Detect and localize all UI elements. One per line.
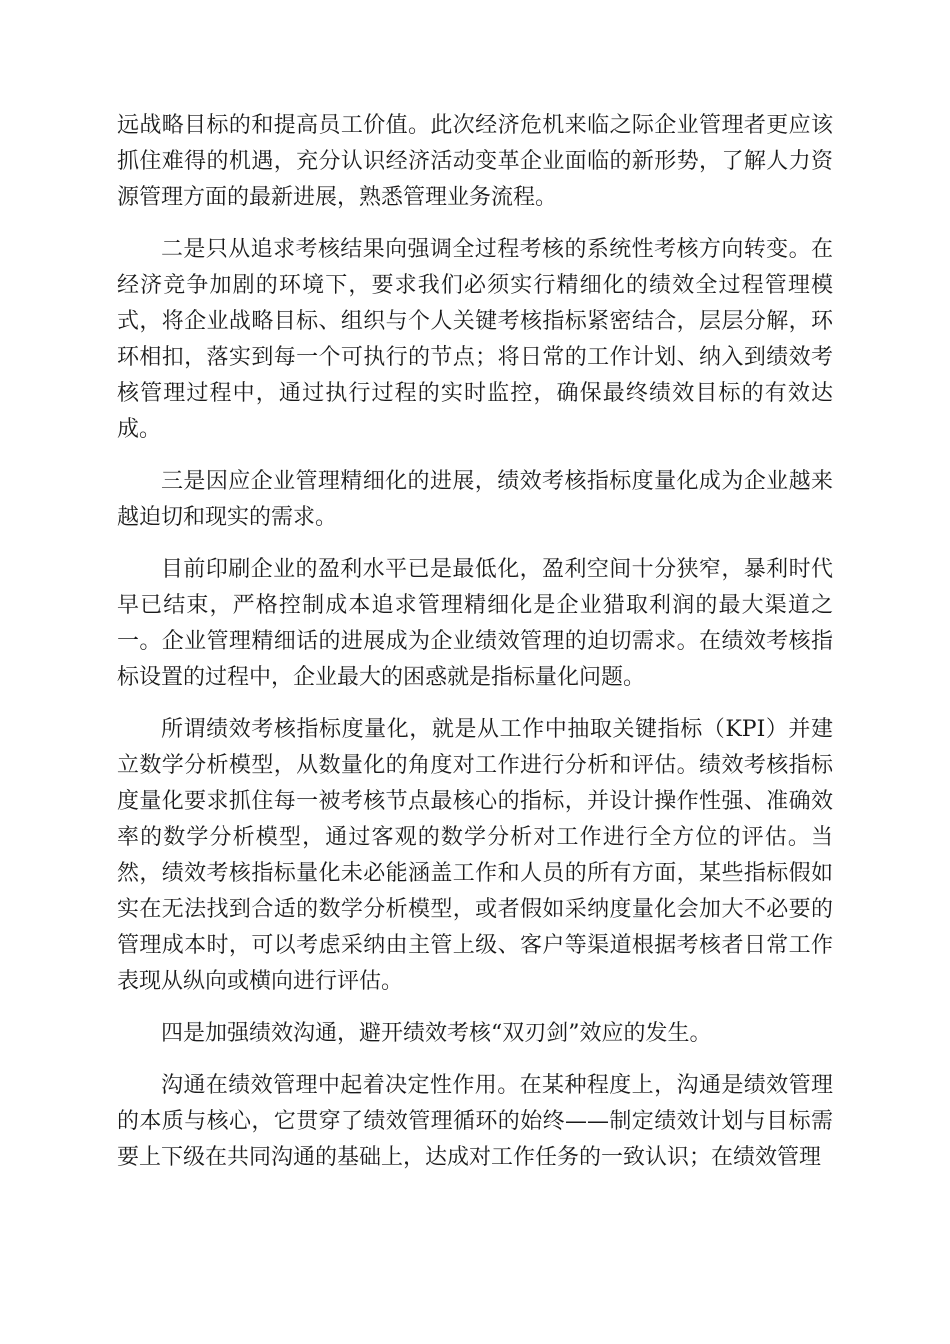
- paragraph-point-two: 二是只从追求考核结果向强调全过程考核的系统性考核方向转变。在经济竞争加剧的环境下，要求我们必须实行精细化的绩效全过程管理模式，将企业战略目标、组织与个人关键考核指标紧密结合，层层分解，环环相扣，落实到每一个可执行的节点；将日常的工作计划、纳入到绩效考核管理过程中，通过执行过程的实时监控，确保最终绩效目标的有效达成。: [117, 237, 833, 442]
- document-body: [117, 108, 833, 1192]
- paragraph-point-four: 四是加强绩效沟通，避开绩效考核“双刃剑”效应的发生。: [161, 1021, 712, 1046]
- paragraph-continuation: 远战略目标的和提高员工价值。此次经济危机来临之际企业管理者更应该抓住难得的机遇，充分认识经济活动变革企业面临的新形势，了解人力资源管理方面的最新进展，熟悉管理业务流程。: [117, 113, 833, 210]
- paragraph-kpi-quantification: 所谓绩效考核指标度量化，就是从工作中抽取关键指标（KPI）并建立数学分析模型，从数量化的角度对工作进行分析和评估。绩效考核指标度量化要求抓住每一被考核节点最核心的指标，并设计操作性强、准确效率的数学分析模型，通过客观的数学分析对工作进行全方位的评估。当然，绩效考核指标量化未必能涵盖工作和人员的所有方面，某些指标假如实在无法找到合适的数学分析模型，或者假如采纳度量化会加大不必要的管理成本时，可以考虑采纳由主管上级、客户等渠道根据考核者日常工作表现从纵向或横向进行评估。: [117, 717, 833, 994]
- paragraph-communication: 沟通在绩效管理中起着决定性作用。在某种程度上，沟通是绩效管理的本质与核心，它贯穿了绩效管理循环的始终——制定绩效计划与目标需要上下级在共同沟通的基础上，达成对工作任务的一致认识；在绩效管理: [117, 1073, 833, 1170]
- paragraph-point-three: 三是因应企业管理精细化的进展，绩效考核指标度量化成为企业越来越迫切和现实的需求。: [117, 469, 833, 530]
- paragraph-profit-level: 目前印刷企业的盈利水平已是最低化，盈利空间十分狭窄，暴利时代早已结束，严格控制成本追求管理精细化是企业猎取利润的最大渠道之一。企业管理精细话的进展成为企业绩效管理的迫切需求。在绩效考核指标设置的过程中，企业最大的困惑就是指标量化问题。: [117, 557, 833, 690]
